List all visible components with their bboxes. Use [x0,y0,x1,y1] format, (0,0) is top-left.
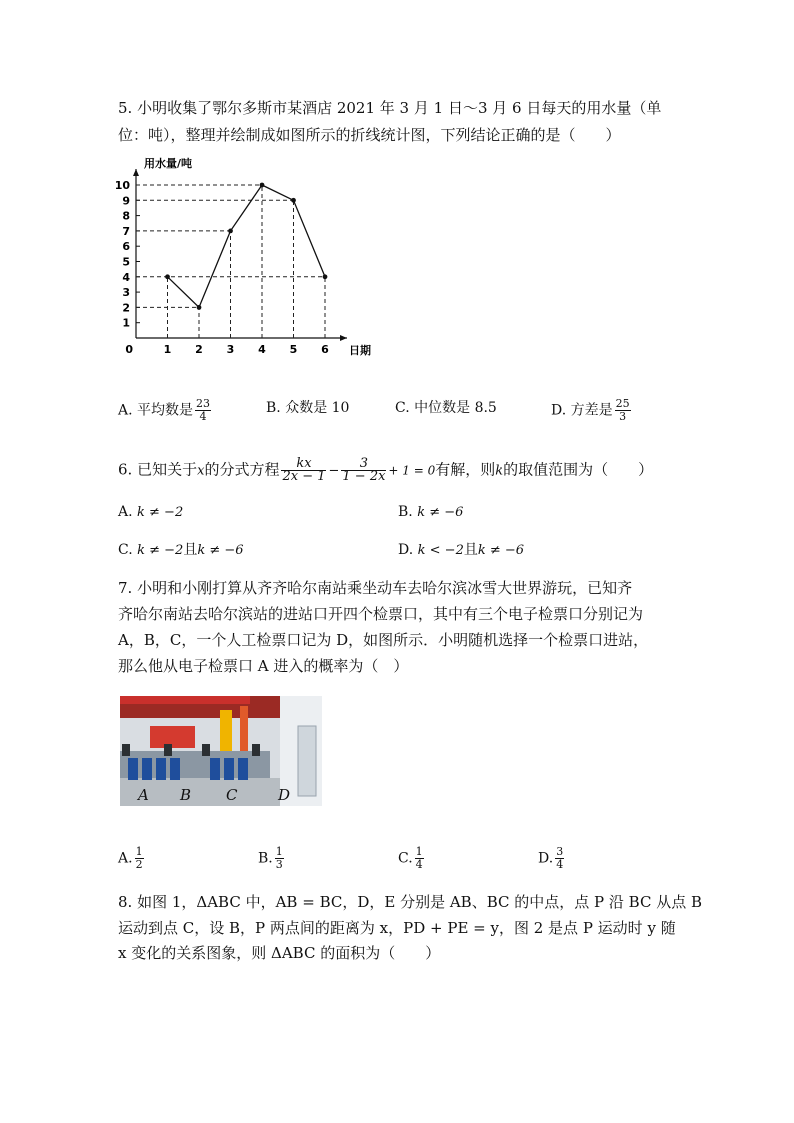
var-k: k [495,463,504,479]
y-tick-label: 4 [122,270,130,284]
x-tick-label: 2 [195,343,203,356]
gate-label-c: C [226,786,238,804]
series-line [168,185,326,307]
fraction: $\frac{1}{4}$ [415,845,423,871]
fraction-kx: $\frac{kx}{2x - 1}$ [282,456,326,484]
data-point [197,305,202,310]
x-axis-title: 日期 [349,344,371,357]
x-tick-label: 5 [289,343,298,356]
y-axis-arrow [133,169,139,176]
ticket-gate-photo [120,696,322,806]
x-tick-label: 3 [226,343,235,356]
y-tick-label: 10 [114,179,130,192]
q8-line-1: 8. 如图 1，ΔABC 中，AB = BC，D，E 分别是 AB、BC 的中点，点 P 沿 BC 从点 B [118,893,702,911]
y-tick-label: 7 [122,224,130,238]
data-point [260,183,265,188]
y-tick-label: 1 [122,316,130,330]
water-usage-line-chart [110,148,400,363]
q5-option-a[interactable] [118,398,213,423]
var-x: x [197,463,205,479]
q6-stem: 6. 已知关于x的分式方程 $\frac{kx}{2x - 1}$ − $\frac{3}{1 - 2x}$ + 1 = 0有解，则k的取值范围为（ ） [118,456,654,484]
fraction: $\frac{1}{2}$ [135,845,143,871]
q5-option-d-label: D. 方差是 [551,402,613,419]
chart-labels [115,156,371,357]
y-tick-label: 3 [122,286,130,300]
denominator: 4 [199,410,207,423]
y-axis-title: 用水量/吨 [144,157,193,170]
q7-option-d[interactable]: D. $\frac{3}{4}$ [538,845,564,871]
q8-line-3: x 变化的关系图象，则 ΔABC 的面积为（ ） [118,944,441,962]
origin-label: 0 [125,343,133,356]
fraction: $\frac{1}{3}$ [275,845,283,871]
q6-end: 的取值范围为（ ） [503,460,654,479]
y-tick-label: 2 [122,301,130,315]
y-tick-label: 9 [122,194,130,208]
q7-option-b[interactable]: B. $\frac{1}{3}$ [258,845,283,871]
q6-after: 有解，则 [435,460,496,479]
q8-line-2: 运动到点 C，设 B，P 两点间的距离为 x，PD + PE = y，图 2 是点 P 运动时 y 随 [118,919,676,937]
q7-line-3: A，B，C，一个人工检票口记为 D，如图所示．小明随机选择一个检票口进站， [118,631,649,649]
y-tick-label: 8 [122,209,130,223]
fraction [195,398,211,423]
q5-option-d[interactable] [551,398,633,423]
denominator: 3 [619,410,627,423]
q6-option-b[interactable]: B. k ≠ −6 [398,504,464,520]
fraction: $\frac{3}{4}$ [556,845,564,871]
x-tick-label: 1 [163,343,172,356]
chart-axes [133,169,347,341]
gate-label-b: B [180,786,192,804]
q7-line-2: 齐哈尔南站去哈尔滨站的进站口开四个检票口，其中有三个电子检票口分别记为 [118,605,644,623]
data-point [228,229,233,234]
q6-option-c[interactable]: C. k ≠ −2且k ≠ −6 [118,542,244,558]
q5-line-1: 5. 小明收集了鄂尔多斯市某酒店 2021 年 3 月 1 日～3 月 6 日每天的用水量（单 [118,99,662,117]
q5-option-b[interactable]: B. 众数是 10 [266,400,350,416]
gate-label-a: A [138,786,149,804]
q7-line-1: 7. 小明和小刚打算从齐齐哈尔南站乘坐动车去哈尔滨冰雪大世界游玩，已知齐 [118,579,633,597]
data-point [291,198,296,203]
chart-series [165,183,327,310]
numerator: 23 [196,397,211,410]
y-tick-label: 5 [122,255,130,269]
q5-line-2: 位：吨），整理并绘制成如图所示的折线统计图，下列结论正确的是（ ） [118,126,621,144]
data-point [323,274,328,279]
q6-option-d[interactable]: D. k < −2且k ≠ −6 [398,542,525,558]
q7-option-a[interactable]: A. $\frac{1}{2}$ [118,845,143,871]
data-point [165,274,170,279]
q7-option-c[interactable]: C. $\frac{1}{4}$ [398,845,423,871]
x-tick-label: 4 [258,343,266,356]
q5-option-a-label: A. 平均数是 [118,402,194,419]
gate-label-d: D [278,786,291,804]
y-tick-label: 6 [122,240,130,254]
x-tick-label: 6 [321,343,329,356]
q6-option-a[interactable]: A. k ≠ −2 [118,504,184,520]
x-axis-arrow [340,335,347,341]
eq-tail: + 1 = 0 [388,463,436,478]
fraction-3: $\frac{3}{1 - 2x}$ [342,456,386,484]
q6-mid: 的分式方程 [204,460,280,479]
numerator: 25 [615,397,630,410]
q7-line-4: 那么他从电子检票口 A 进入的概率为（ ） [118,657,409,675]
fraction [615,398,631,423]
q5-option-c[interactable]: C. 中位数是 8.5 [395,400,497,416]
q6-lead: 6. 已知关于 [118,460,198,479]
